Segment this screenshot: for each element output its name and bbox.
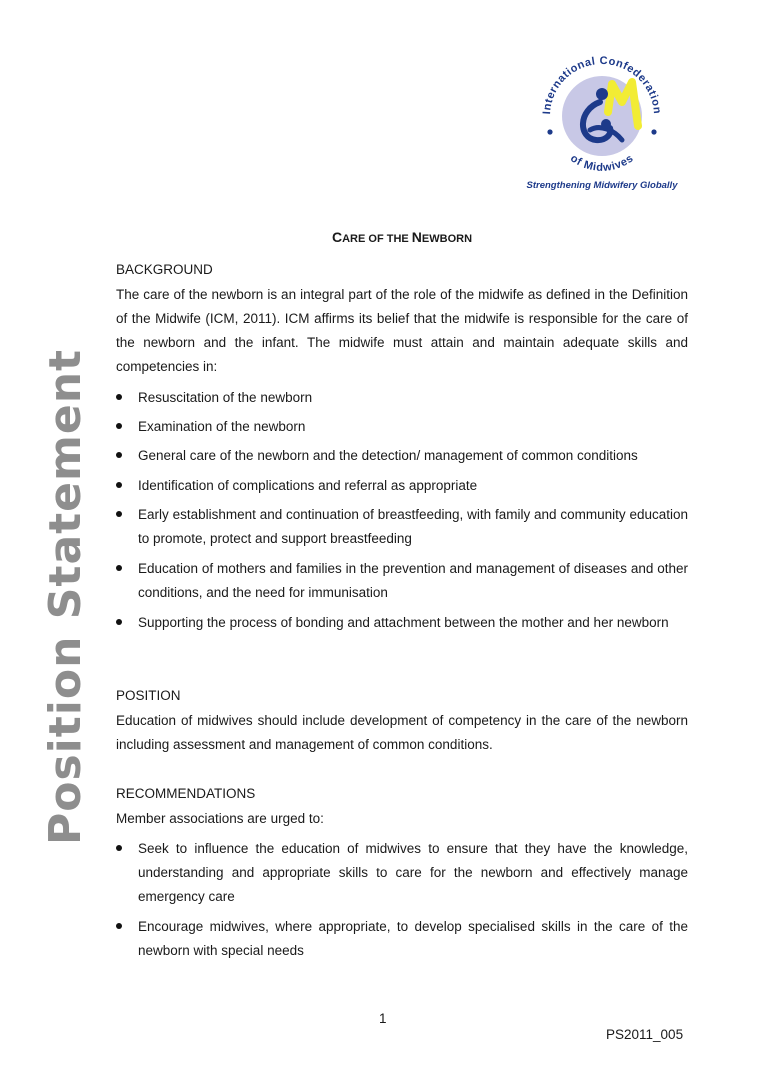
title-initial-care: C (331, 229, 343, 245)
logo-name-text: International Confederation (541, 54, 664, 115)
list-item (116, 915, 688, 963)
page-title (116, 229, 688, 245)
bullet-dot (116, 565, 122, 571)
list-item-text: Supporting the process of bonding and attachment between the mother and her newborn (138, 615, 669, 630)
list-item-text: Identification of complications and referral as appropriate (138, 478, 478, 493)
position-paragraph: Education of midwives should include development of competency in the care of the newborn including assessment and management of common conditions. (116, 713, 688, 752)
list-item (116, 474, 688, 498)
bullet-dot (116, 452, 122, 458)
background-heading: BACKGROUND (116, 262, 213, 277)
title-rest-care: ARE OF THE (342, 233, 412, 245)
list-item (116, 837, 688, 909)
list-item-text: Resuscitation of the newborn (138, 390, 313, 405)
title-initial-newborn: N (411, 229, 422, 245)
list-item-text: General care of the newborn and the detection/ management of common conditions (138, 448, 638, 463)
background-paragraph: The care of the newborn is an integral part of the role of the midwife as defined in the Definition of the Midwife (ICM, 2011). ICM affirms its belief that the midwife is responsible for the care of the newborn and the infant. The midwife must attain and maintain adequate skills and competencies in: (116, 287, 688, 374)
logo-dot-left (547, 129, 552, 134)
list-item-text: Education of mothers and families in the prevention and management of diseases and other conditions, and the need for immunisation (138, 561, 688, 600)
logo-tagline: Strengthening Midwifery Globally (526, 180, 678, 191)
title-rest-newborn: EWBORN (421, 233, 473, 245)
icm-logo-emblem (514, 40, 690, 180)
list-item (116, 415, 688, 439)
list-item (116, 557, 688, 605)
bullet-dot (116, 845, 122, 851)
bullet-dot (116, 619, 122, 625)
list-item-text: Examination of the newborn (138, 419, 306, 434)
list-item-text: Seek to influence the education of midwives to ensure that they have the knowledge, understanding and appropriate skills to care for the newborn and effectively manage emergency care (138, 841, 688, 904)
bullet-dot (116, 482, 122, 488)
page-number: 1 (379, 1011, 387, 1026)
logo-name-text-bottom: of Midwives (568, 152, 636, 174)
list-item-text: Early establishment and continuation of breastfeeding, with family and community education to promote, protect and support breastfeeding (138, 507, 688, 546)
recommendations-intro: Member associations are urged to: (116, 811, 324, 826)
recommendations-heading: RECOMMENDATIONS (116, 786, 256, 801)
document-code: PS2011_005 (606, 1027, 684, 1042)
list-item (116, 611, 688, 635)
bullet-dot (116, 423, 122, 429)
logo-mother-head (596, 88, 608, 100)
bullet-dot (116, 394, 122, 400)
bullet-dot (116, 923, 122, 929)
list-item-text: Encourage midwives, where appropriate, to develop specialised skills in the care of the newborn with special needs (138, 919, 688, 958)
position-heading: POSITION (116, 688, 181, 703)
logo-baby-head (601, 119, 611, 129)
list-item (116, 503, 688, 551)
list-item (116, 444, 688, 468)
logo-dot-right (651, 129, 656, 134)
position-statement-side-label: Position Statement (40, 348, 91, 845)
list-item (116, 386, 688, 410)
icm-logo (514, 40, 690, 206)
bullet-dot (116, 511, 122, 517)
